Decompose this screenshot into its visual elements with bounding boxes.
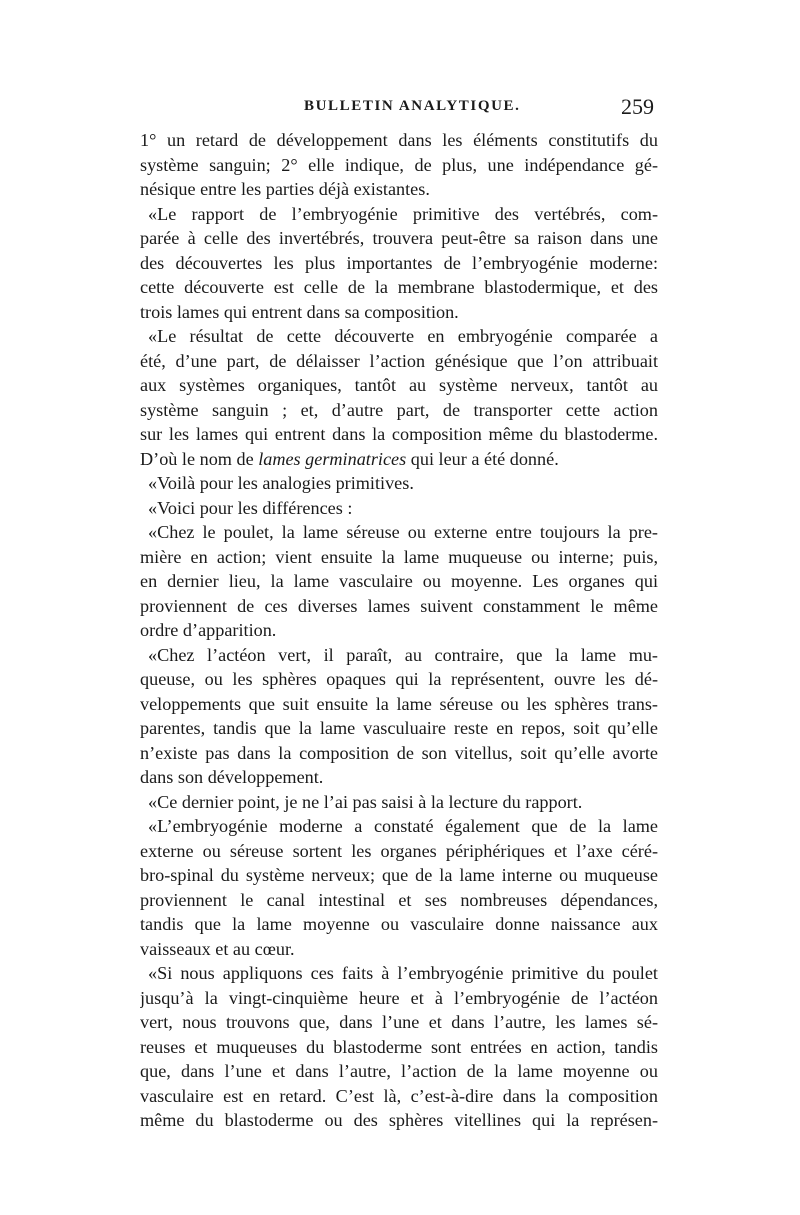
text-line: «Chez l’actéon vert, il paraît, au contraire, que la lame mu-: [148, 644, 658, 665]
text-line: aux systèmes organiques, tantôt au système nerveux, tantôt au: [140, 375, 658, 395]
text-line: jusqu’à la vingt-cinquième heure et à l’embryogénie de l’actéon: [140, 987, 658, 1008]
text-line: reuses et muqueuses du blastoderme sont entrées en action, tandis: [140, 1036, 658, 1057]
italic-term: lames germinatrices: [258, 448, 407, 469]
text-line: dans son développement.: [140, 767, 324, 787]
text-line: tandis que la lame moyenne ou vasculaire donne naissance aux: [140, 914, 658, 934]
text-line: vaisseaux et au cœur.: [140, 938, 295, 959]
text-line: «Chez le poulet, la lame séreuse ou externe entre toujours la pre-: [148, 522, 658, 542]
text-line: parentes, tandis que la lame vasculuaire reste en repos, soit qu’elle: [140, 718, 658, 738]
text-line: n’existe pas dans la composition de son vitellus, soit qu’elle avorte: [140, 742, 658, 763]
text-line: trois lames qui entrent dans sa composition.: [140, 301, 459, 322]
text-line: des découvertes les plus importantes de l’embryogénie moderne:: [140, 252, 658, 273]
text-line: système sanguin; 2° elle indique, de plus, une indépendance gé-: [140, 154, 658, 175]
body-text: [140, 128, 658, 1133]
text-line: parée à celle des invertébrés, trouvera peut-être sa raison dans une: [140, 228, 658, 248]
text-line: même du blastoderme ou des sphères vitellines qui la représen-: [140, 1110, 658, 1130]
text-line: «Ce dernier point, je ne l’ai pas saisi à la lecture du rapport.: [148, 791, 583, 812]
text-line: vert, nous trouvons que, dans l’une et dans l’autre, les lames sé-: [140, 1012, 658, 1032]
text-line: D’où le nom de lames germinatrices qui leur a été donné.: [140, 448, 559, 469]
text-line: proviennent le canal intestinal et ses nombreuses dépendances,: [140, 889, 658, 910]
text-line: «Le rapport de l’embryogénie primitive des vertébrés, com-: [148, 203, 658, 224]
text-line: bro-spinal du système nerveux; que de la lame interne ou muqueuse: [140, 865, 658, 885]
text-line: été, d’une part, de délaisser l’action génésique que l’on attribuait: [140, 350, 658, 371]
page-header: [140, 94, 660, 124]
text-line: «Voici pour les différences :: [148, 497, 353, 518]
text-line: sur les lames qui entrent dans la composition même du blastoderme.: [140, 424, 658, 444]
text-line: nésique entre les parties déjà existantes.: [140, 179, 430, 199]
text-line: mière en action; vient ensuite la lame muqueuse ou interne; puis,: [140, 546, 658, 567]
text-line: en dernier lieu, la lame vasculaire ou moyenne. Les organes qui: [140, 571, 658, 591]
text-line: proviennent de ces diverses lames suivent constamment le même: [140, 595, 658, 616]
text-line: vasculaire est en retard. C’est là, c’est-à-dire dans la composition: [140, 1085, 658, 1106]
text-line: «Le résultat de cette découverte en embryogénie comparée a: [148, 326, 658, 346]
text-line: cette découverte est celle de la membrane blastodermique, et des: [140, 277, 658, 297]
text-line: veloppements que suit ensuite la lame séreuse ou les sphères trans-: [140, 693, 658, 714]
text-line: «Voilà pour les analogies primitives.: [148, 473, 414, 493]
text-line: système sanguin ; et, d’autre part, de transporter cette action: [140, 399, 658, 420]
text-line: «L’embryogénie moderne a constaté également que de la lame: [148, 816, 658, 836]
text-line: que, dans l’une et dans l’autre, l’action de la lame moyenne ou: [140, 1061, 658, 1081]
text-line: ordre d’apparition.: [140, 620, 277, 640]
text-line: «Si nous appliquons ces faits à l’embryogénie primitive du poulet: [148, 963, 658, 983]
text-line: queuse, ou les sphères opaques qui la représentent, ouvre les dé-: [140, 669, 658, 689]
page-number: 259: [621, 94, 654, 119]
running-title: BULLETIN ANALYTIQUE.: [304, 98, 521, 114]
text-line: 1° un retard de développement dans les éléments constitutifs du: [140, 130, 658, 150]
text-line: externe ou séreuse sortent les organes périphériques et l’axe céré-: [140, 840, 658, 861]
